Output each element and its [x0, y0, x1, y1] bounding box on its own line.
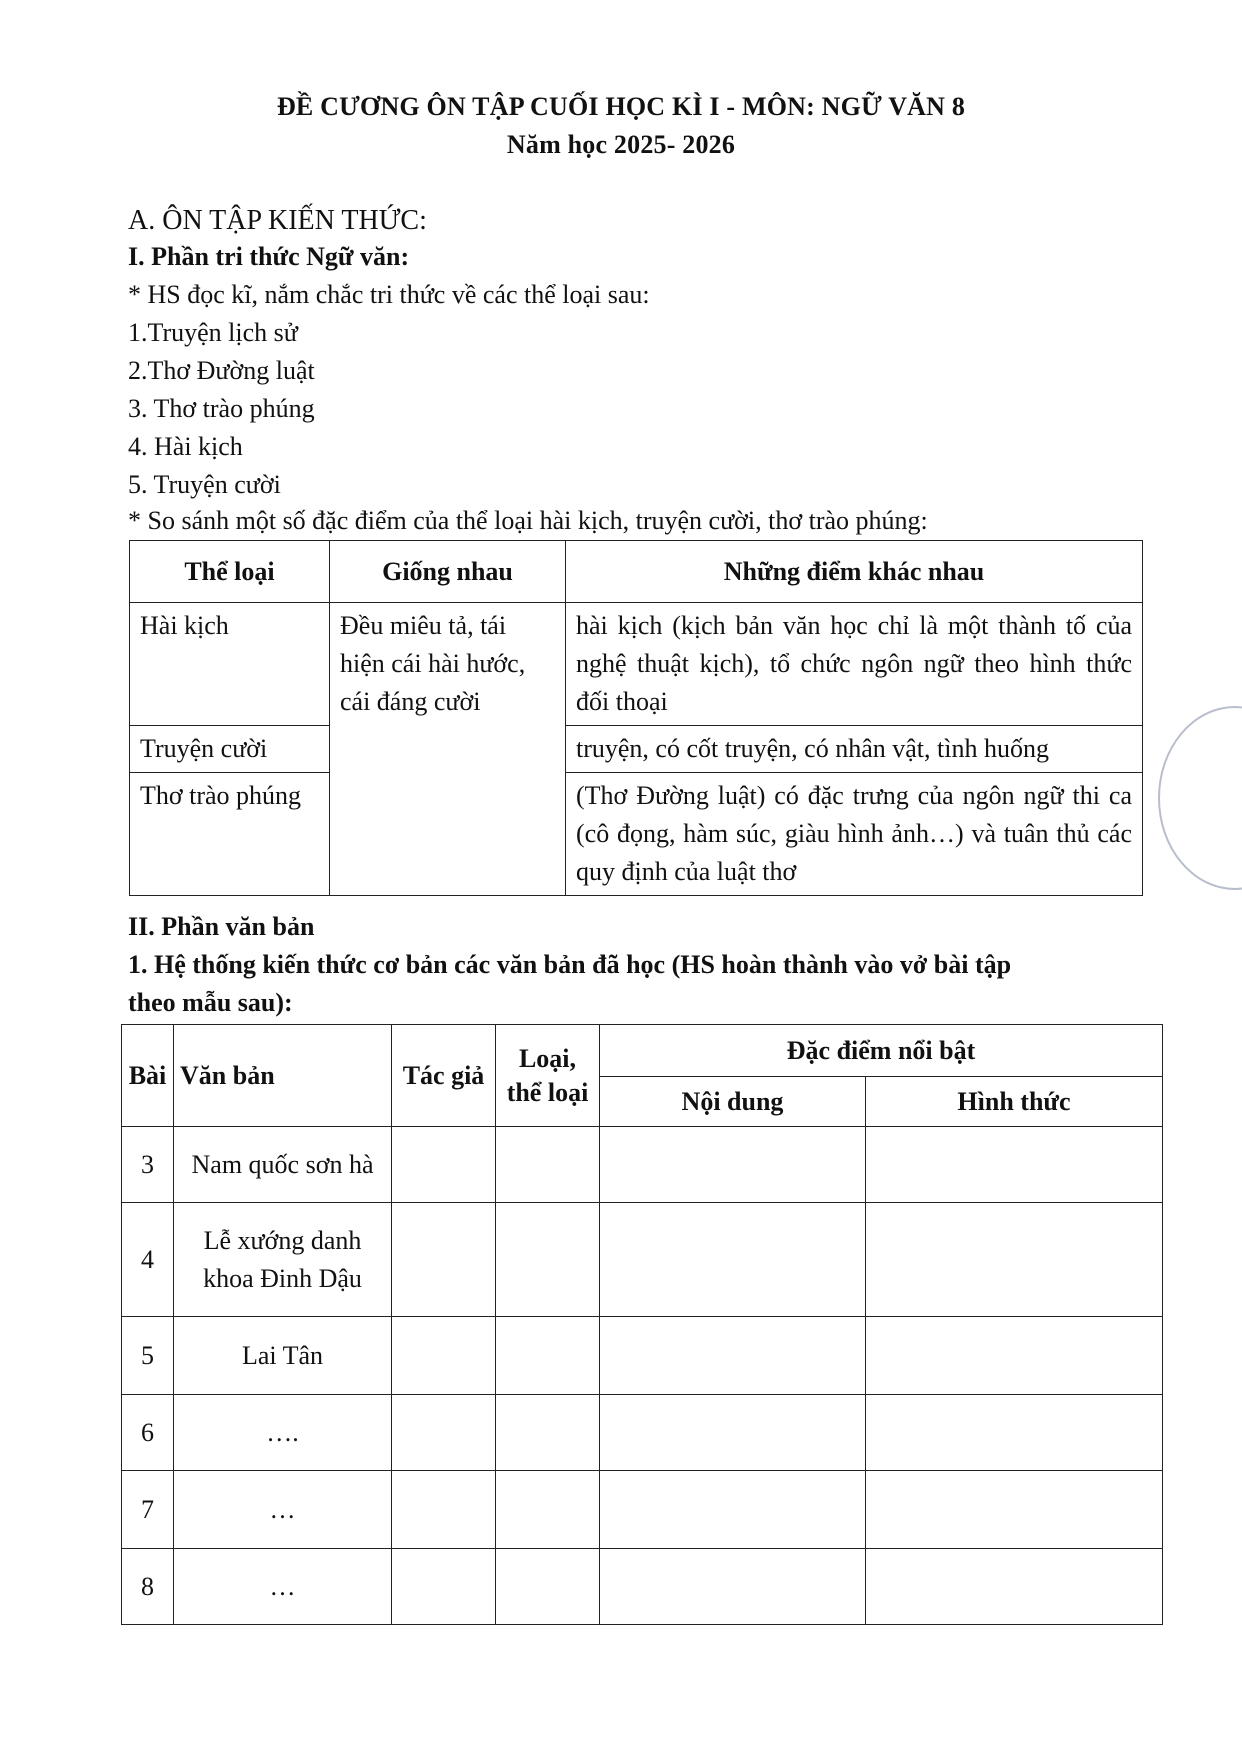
- noi-dung-cell[interactable]: [600, 1395, 866, 1471]
- tac-gia-cell[interactable]: [392, 1549, 496, 1625]
- van-ban-cell: Lễ xướng danh khoa Đinh Dậu: [174, 1203, 392, 1317]
- diff-cell: truyện, có cốt truyện, có nhân vật, tình huống: [566, 726, 1143, 773]
- table-row: [130, 726, 1143, 773]
- table-row: [130, 773, 1143, 896]
- bai-cell: 4: [122, 1203, 174, 1317]
- page-title: ĐỀ CƯƠNG ÔN TẬP CUỐI HỌC KÌ I - MÔN: NGỮ VĂN 8: [276, 92, 966, 121]
- noi-dung-cell[interactable]: [600, 1549, 866, 1625]
- header-tac-gia: Tác giả: [392, 1025, 496, 1127]
- table-row: [122, 1203, 1163, 1317]
- noi-dung-cell[interactable]: [600, 1203, 866, 1317]
- genre-cell: Thơ trào phúng: [130, 773, 330, 896]
- section-ii-item1: 1. Hệ thống kiến thức cơ bản các văn bản đã học (HS hoàn thành vào vở bài tập: [128, 950, 1012, 979]
- bai-cell: 8: [122, 1549, 174, 1625]
- hinh-thuc-cell[interactable]: [866, 1395, 1163, 1471]
- noi-dung-cell[interactable]: [600, 1471, 866, 1549]
- header-dac-diem: Đặc điểm nổi bật: [600, 1025, 1163, 1077]
- table-row: [122, 1549, 1163, 1625]
- genre-item: 5. Truyện cười: [128, 470, 281, 499]
- section-a-heading: A. ÔN TẬP KIẾN THỨC:: [128, 205, 427, 236]
- header-loai: Loại, thể loại: [496, 1025, 600, 1127]
- tac-gia-cell[interactable]: [392, 1471, 496, 1549]
- compare-intro: * So sánh một số đặc điểm của thể loại hài kịch, truyện cười, thơ trào phúng:: [128, 506, 928, 535]
- genre-cell: Hài kịch: [130, 603, 330, 726]
- van-ban-cell: …: [174, 1471, 392, 1549]
- noi-dung-cell[interactable]: [600, 1127, 866, 1203]
- diff-cell: (Thơ Đường luật) có đặc trưng của ngôn ngữ thi ca (cô đọng, hàm súc, giàu hình ảnh…) và tuân thủ các quy định của luật thơ: [566, 773, 1143, 896]
- section-ii-heading: II. Phần văn bản: [128, 912, 315, 941]
- bai-cell: 7: [122, 1471, 174, 1549]
- bai-cell: 5: [122, 1317, 174, 1395]
- hinh-thuc-cell[interactable]: [866, 1317, 1163, 1395]
- tac-gia-cell[interactable]: [392, 1395, 496, 1471]
- loai-cell[interactable]: [496, 1127, 600, 1203]
- van-ban-cell: …: [174, 1549, 392, 1625]
- van-ban-cell: Nam quốc sơn hà: [174, 1127, 392, 1203]
- genres-intro: * HS đọc kĩ, nắm chắc tri thức về các thể loại sau:: [128, 280, 650, 309]
- similar-cell: Đều miêu tả, tái hiện cái hài hước, cái đáng cười: [330, 603, 566, 896]
- compare-header-diff: Những điểm khác nhau: [566, 541, 1143, 603]
- table-row: [122, 1471, 1163, 1549]
- compare-table: [129, 540, 1143, 896]
- hinh-thuc-cell[interactable]: [866, 1549, 1163, 1625]
- tac-gia-cell[interactable]: [392, 1203, 496, 1317]
- header-hinh-thuc: Hình thức: [866, 1077, 1163, 1127]
- van-ban-cell: ….: [174, 1395, 392, 1471]
- part1-heading: I. Phần tri thức Ngữ văn:: [128, 242, 410, 271]
- loai-cell[interactable]: [496, 1471, 600, 1549]
- hinh-thuc-cell[interactable]: [866, 1127, 1163, 1203]
- header-noi-dung: Nội dung: [600, 1077, 866, 1127]
- text-table: [121, 1024, 1163, 1625]
- genre-item: 1.Truyện lịch sử: [128, 318, 298, 347]
- genre-cell: Truyện cười: [130, 726, 330, 773]
- table-row: [122, 1127, 1163, 1203]
- section-ii-item1-cont: theo mẫu sau):: [128, 988, 293, 1017]
- tac-gia-cell[interactable]: [392, 1317, 496, 1395]
- bai-cell: 3: [122, 1127, 174, 1203]
- compare-header-similar: Giống nhau: [330, 541, 566, 603]
- table-row: [130, 603, 1143, 726]
- page-subtitle: Năm học 2025- 2026: [506, 130, 736, 159]
- diff-cell: hài kịch (kịch bản văn học chỉ là một thành tố của nghệ thuật kịch), tổ chức ngôn ngữ theo hình thức đối thoại: [566, 603, 1143, 726]
- loai-cell[interactable]: [496, 1395, 600, 1471]
- loai-cell[interactable]: [496, 1549, 600, 1625]
- compare-header-genre: Thể loại: [130, 541, 330, 603]
- table-row: [122, 1395, 1163, 1471]
- loai-cell[interactable]: [496, 1203, 600, 1317]
- hinh-thuc-cell[interactable]: [866, 1203, 1163, 1317]
- genre-item: 3. Thơ trào phúng: [128, 394, 315, 423]
- header-bai: Bài: [122, 1025, 174, 1127]
- tac-gia-cell[interactable]: [392, 1127, 496, 1203]
- header-van-ban: Văn bản: [174, 1025, 392, 1127]
- genre-item: 4. Hài kịch: [128, 432, 243, 461]
- noi-dung-cell[interactable]: [600, 1317, 866, 1395]
- hinh-thuc-cell[interactable]: [866, 1471, 1163, 1549]
- bai-cell: 6: [122, 1395, 174, 1471]
- van-ban-cell: Lai Tân: [174, 1317, 392, 1395]
- stamp-seal: [1158, 706, 1242, 890]
- genre-item: 2.Thơ Đường luật: [128, 356, 315, 385]
- table-row: [122, 1317, 1163, 1395]
- loai-cell[interactable]: [496, 1317, 600, 1395]
